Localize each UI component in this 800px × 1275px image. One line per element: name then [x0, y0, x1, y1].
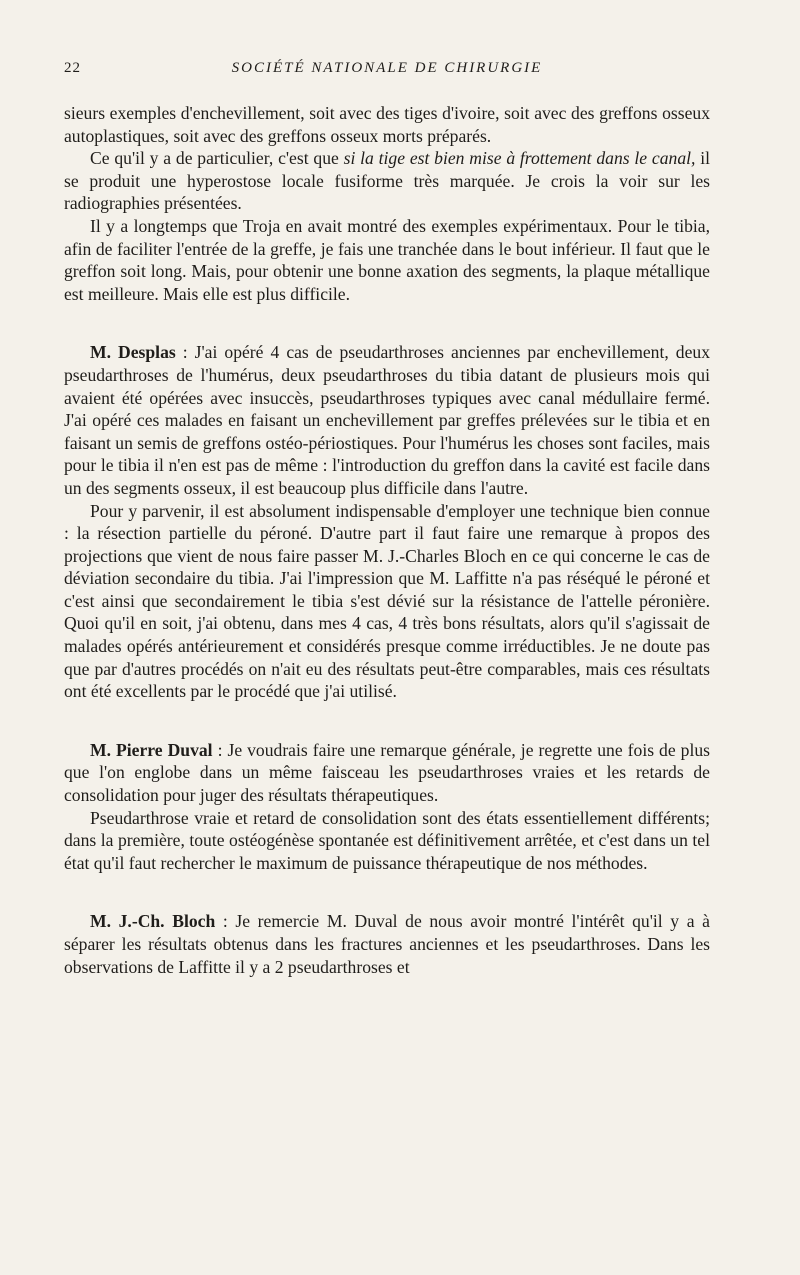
paragraph — [64, 215, 710, 305]
page-number: 22 — [64, 60, 81, 76]
speaker-name: M. J.-Ch. Bloch — [90, 911, 216, 932]
paragraph-text: Pour y parvenir, il est absolument indispensable d'employer une technique bien connue : la résection partielle du péroné. D'autre part il faut faire une remarque à propos des projections que vient de nous faire passer M. J.-Charles Bloch en ce qui concerne le cas de déviation secondaire du tibia. J'ai l'impression que M. Laffitte n'a pas réséqué le péroné et c'est ainsi que secondairement le tibia s'est dévié sur la résistance de l'attelle péronière. Quoi qu'il en soit, j'ai obtenu, dans mes 4 cas, 4 très bons résultats, alors qu'il s'agissait de malades opérés antérieurement et considérés presque comme irréductibles. Je ne doute pas que par d'autres procédés on n'ait eu des résultats peut-être comparables, mais ces résultats ont été excellents par le procédé que j'ai utilisé. — [64, 500, 710, 702]
paragraph-text: sieurs exemples d'enchevillement, soit avec des tiges d'ivoire, soit avec des greffons osseux autoplastiques, soit avec des greffons osseux morts préparés. — [64, 103, 710, 146]
body-text — [64, 102, 710, 978]
paragraph — [64, 147, 710, 215]
speaker-paragraph — [64, 739, 710, 807]
paragraph-text: il se produit une hyperostose locale fusiforme très marquée. Je crois la voir sur les radiographies présentées. — [64, 148, 710, 214]
paragraph-text: Il y a longtemps que Troja en avait montré des exemples expérimentaux. Pour le tibia, afin de faciliter l'entrée de la greffe, je fais une tranchée dans le bout inférieur. Il faut que le greffon soit long. Mais, pour obtenir une bonne axation des segments, la plaque métallique est meilleure. Mais elle est plus difficile. — [64, 215, 710, 304]
paragraph-text: : J'ai opéré 4 cas de pseudarthroses anciennes par enchevillement, deux pseudarthroses de l'humérus, deux pseudarthroses du tibia datant de plusieurs mois qui avaient été opérées avec insuccès, pseudarthroses typiques avec canal médullaire fermé. J'ai opéré ces malades en faisant un enchevillement par greffes prélevées sur le tibia et en faisant un semis de greffons ostéo-périostiques. Pour l'humérus les choses sont faciles, mais pour le tibia il n'en est pas de même : l'introduction du greffon dans la cavité est facile dans un des segments osseux, il est beaucoup plus difficile dans l'autre. — [64, 342, 710, 498]
running-title: SOCIÉTÉ NATIONALE DE CHIRURGIE — [231, 60, 543, 76]
page-header — [64, 60, 710, 84]
speaker-paragraph — [64, 910, 710, 978]
paragraph — [64, 500, 710, 703]
paragraph-text: : Je remercie M. Duval de nous avoir montré l'intérêt qu'il y a à séparer les résultats obtenus dans les fractures anciennes et les pseudarthroses. Dans les observations de Laffitte il y a 2 pseudarthroses et — [64, 911, 710, 977]
speaker-paragraph — [64, 341, 710, 499]
paragraph — [64, 807, 710, 875]
paragraph-text: Pseudarthrose vraie et retard de consolidation sont des états essentiellement différents; dans la première, toute ostéogénèse spontanée est définitivement arrêtée, et c'est dans un tel état qu'il faut rechercher le maximum de puissance thérapeutique de nos méthodes. — [64, 807, 710, 873]
speaker-name: M. Pierre Duval — [90, 739, 213, 760]
paragraph-continuation — [64, 102, 710, 147]
speaker-name: M. Desplas — [90, 342, 176, 363]
paragraph-text: : Je voudrais faire une remarque générale, je regrette une fois de plus que l'on englobe dans un même faisceau les pseudarthroses vraies et les retards de consolidation pour juger des résultats thérapeutiques. — [64, 739, 711, 806]
italic-emphasis: si la tige est bien mise à frottement dans le canal, — [343, 148, 696, 169]
paragraph-text: Ce qu'il y a de particulier, c'est que — [90, 148, 344, 169]
